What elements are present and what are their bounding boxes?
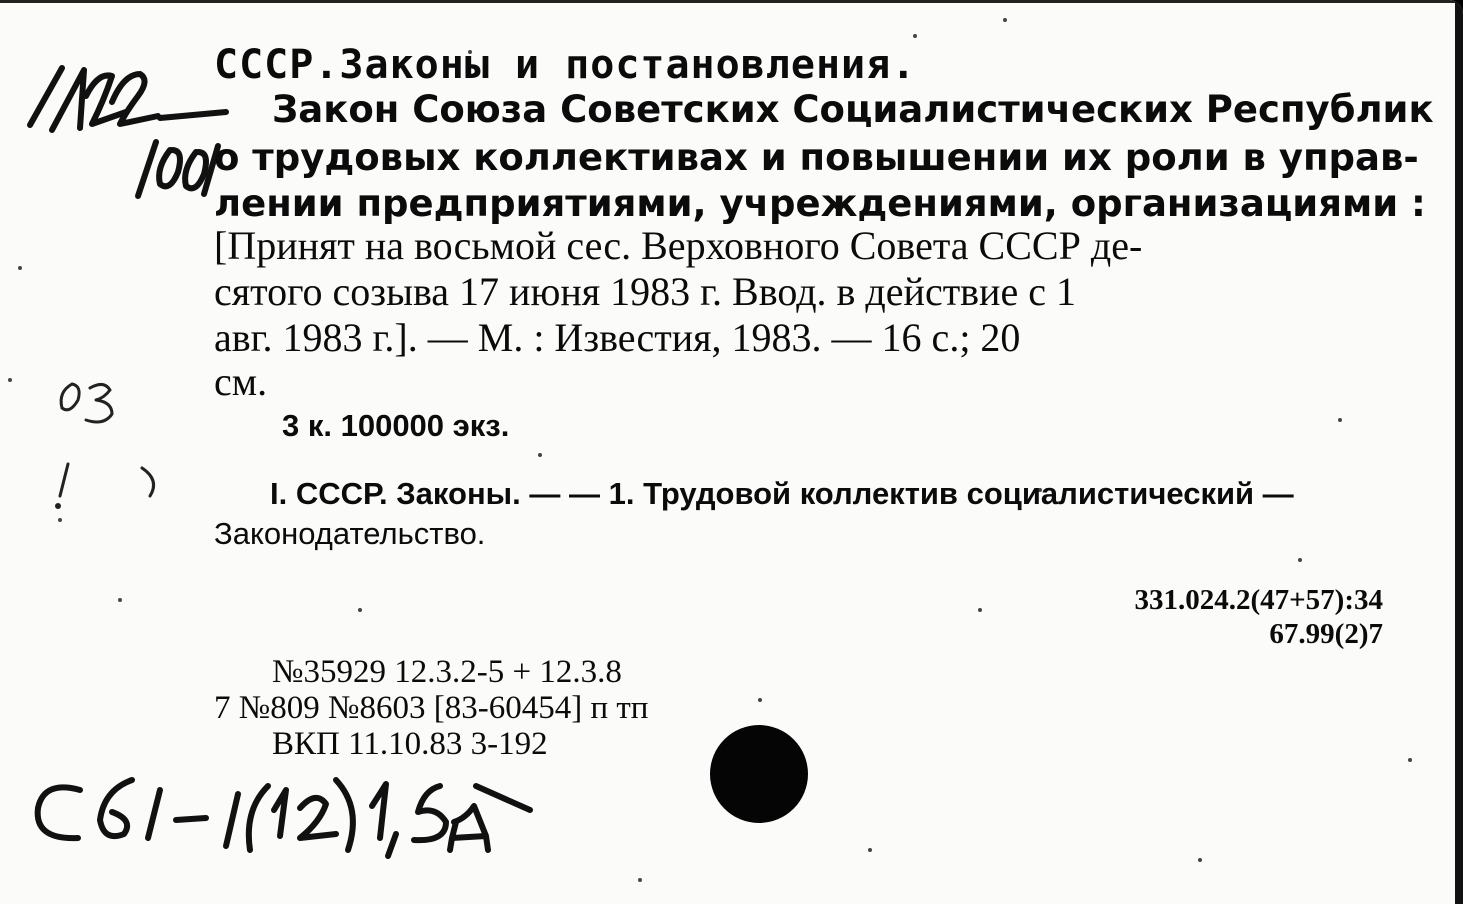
handwritten-shelf-mark: [30, 68, 226, 196]
publication-line: [Принят на восьмой сес. Верховного Совета СССР де-: [214, 223, 1143, 268]
title-line: Закон Союза Советских Социалистических Республик: [272, 88, 1434, 131]
punch-hole: [710, 725, 808, 823]
catalog-heading: СССР.Законы и постановления.: [214, 42, 917, 88]
udc-index: 331.024.2(47+57):34: [1134, 584, 1383, 616]
handwritten-note-03: [61, 384, 112, 422]
service-line: №35929 12.3.2-5 + 12.3.8: [272, 654, 622, 690]
title-line: о трудовых коллективах и повышении их роли в управ-: [214, 136, 1419, 179]
handwritten-bottom-code: [38, 780, 530, 856]
handwritten-note-excl: [55, 464, 154, 509]
title-line: лении предприятиями, учреждениями, организациями :: [214, 182, 1426, 225]
bbk-index: 67.99(2)7: [1269, 618, 1383, 650]
publication-line: см.: [214, 359, 268, 404]
publication-line: авг. 1983 г.]. — М. : Известия, 1983. — 16 с.; 20: [214, 315, 1021, 360]
service-line: ВКП 11.10.83 3-192: [272, 726, 548, 762]
service-line: 7 №809 №8603 [83-60454] п тп: [214, 690, 649, 726]
subject-heading-line: Законодательство.: [214, 516, 486, 551]
price-print-run: 3 к. 100000 экз.: [282, 408, 510, 443]
publication-line: сятого созыва 17 июня 1983 г. Ввод. в действие с 1: [214, 269, 1076, 314]
subject-heading-line: I. СССР. Законы. — — 1. Трудовой коллектив социалистический —: [270, 476, 1294, 511]
